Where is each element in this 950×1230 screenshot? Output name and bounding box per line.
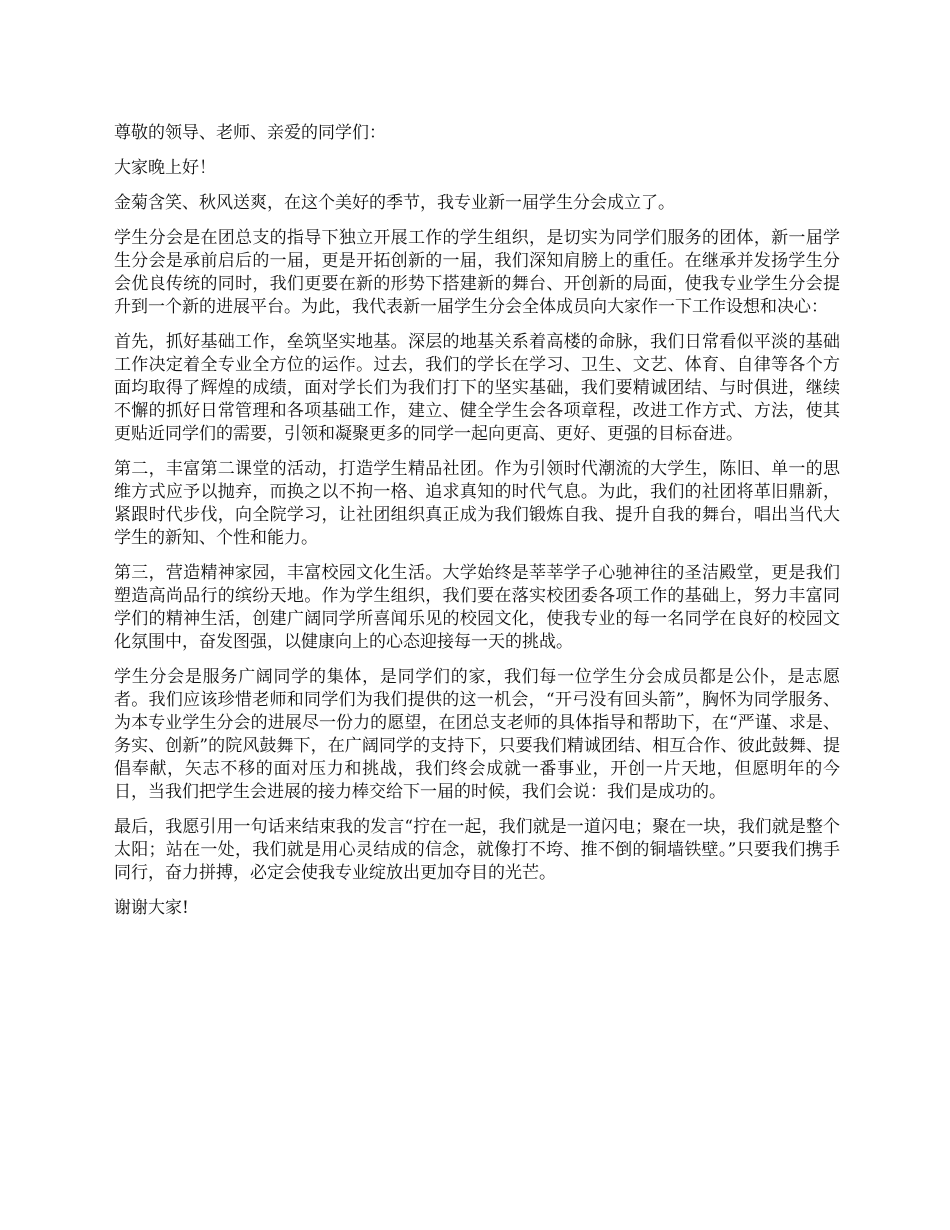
greeting: 大家晚上好！ — [114, 158, 216, 178]
paragraph-commitment: 学生分会是服务广阔同学的集体，是同学们的家，我们每一位学生分会成员都是公仆，是志愿者。我们应该珍惜老师和同学们为我们提供的这一机会，“开弓没有回头箭”，胸怀为同学服务、为本专业学生分会的进展尽一份力的愿望，在团总支老师的具体指导和帮助下，在“严谨、求是、务实、创新”的院风鼓舞下，在广阔同学的支持下，只要我们精诚团结、相互合作、彼此鼓舞、提倡奉献，矢志不移的面对压力和挑战，我们终会成就一番事业，开创一片天地，但愿明年的今日，当我们把学生会进展的接力棒交给下一届的时候，我们会说：我们是成功的。 — [114, 667, 840, 802]
thanks: 谢谢大家! — [114, 898, 189, 918]
salutation: 尊敬的领导、老师、亲爱的同学们： — [114, 123, 386, 143]
paragraph-second-point: 第二，丰富第二课堂的活动，打造学生精品社团。作为引领时代潮流的大学生，陈旧、单一的思维方式应予以抛弃，而换之以不拘一格、追求真知的时代气息。为此，我们的社团将革旧鼎新，紧跟时代步伐，向全院学习，让社团组织真正成为我们锻炼自我、提升自我的舞台，唱出当代大学生的新知、个性和能力。 — [114, 459, 840, 548]
paragraph-opening: 金菊含笑、秋风送爽，在这个美好的季节，我专业新一届学生分会成立了。 — [114, 193, 675, 213]
paragraph-first-point: 首先，抓好基础工作，垒筑坚实地基。深层的地基关系着高楼的命脉，我们日常看似平淡的基础工作决定着全专业全方位的运作。过去，我们的学长在学习、卫生、文艺、体育、自律等各个方面均取得了辉煌的成绩，面对学长们为我们打下的坚实基础，我们要精诚团结、与时俱进，继续不懈的抓好日常管理和各项基础工作，建立、健全学生会各项章程，改进工作方式、方法，使其更贴近同学们的需要，引领和凝聚更多的同学一起向更高、更好、更强的目标奋进。 — [114, 332, 840, 444]
paragraph-closing: 最后，我愿引用一句话来结束我的发言“拧在一起，我们就是一道闪电；聚在一块，我们就是整个太阳；站在一处，我们就是用心灵结成的信念，就像打不垮、推不倒的铜墙铁壁。”只要我们携手同行，奋力拼搏，必定会使我专业绽放出更加夺目的光芒。 — [114, 817, 840, 883]
paragraph-introduction: 学生分会是在团总支的指导下独立开展工作的学生组织，是切实为同学们服务的团体，新一届学生分会是承前启后的一届，更是开拓创新的一届，我们深知肩膀上的重任。在继承并发扬学生分会优良传统的同时，我们更要在新的形势下搭建新的舞台、开创新的局面，使我专业学生分会提升到一个新的进展平台。为此，我代表新一届学生分会全体成员向大家作一下工作设想和决心： — [114, 228, 840, 317]
document-body — [114, 122, 840, 932]
paragraph-third-point: 第三，营造精神家园，丰富校园文化生活。大学始终是莘莘学子心驰神往的圣洁殿堂，更是我们塑造高尚品行的缤纷天地。作为学生组织，我们要在落实校团委各项工作的基础上，努力丰富同学们的精神生活，创建广阔同学所喜闻乐见的校园文化，使我专业的每一名同学在良好的校园文化氛围中，奋发图强，以健康向上的心态迎接每一天的挑战。 — [114, 563, 840, 652]
